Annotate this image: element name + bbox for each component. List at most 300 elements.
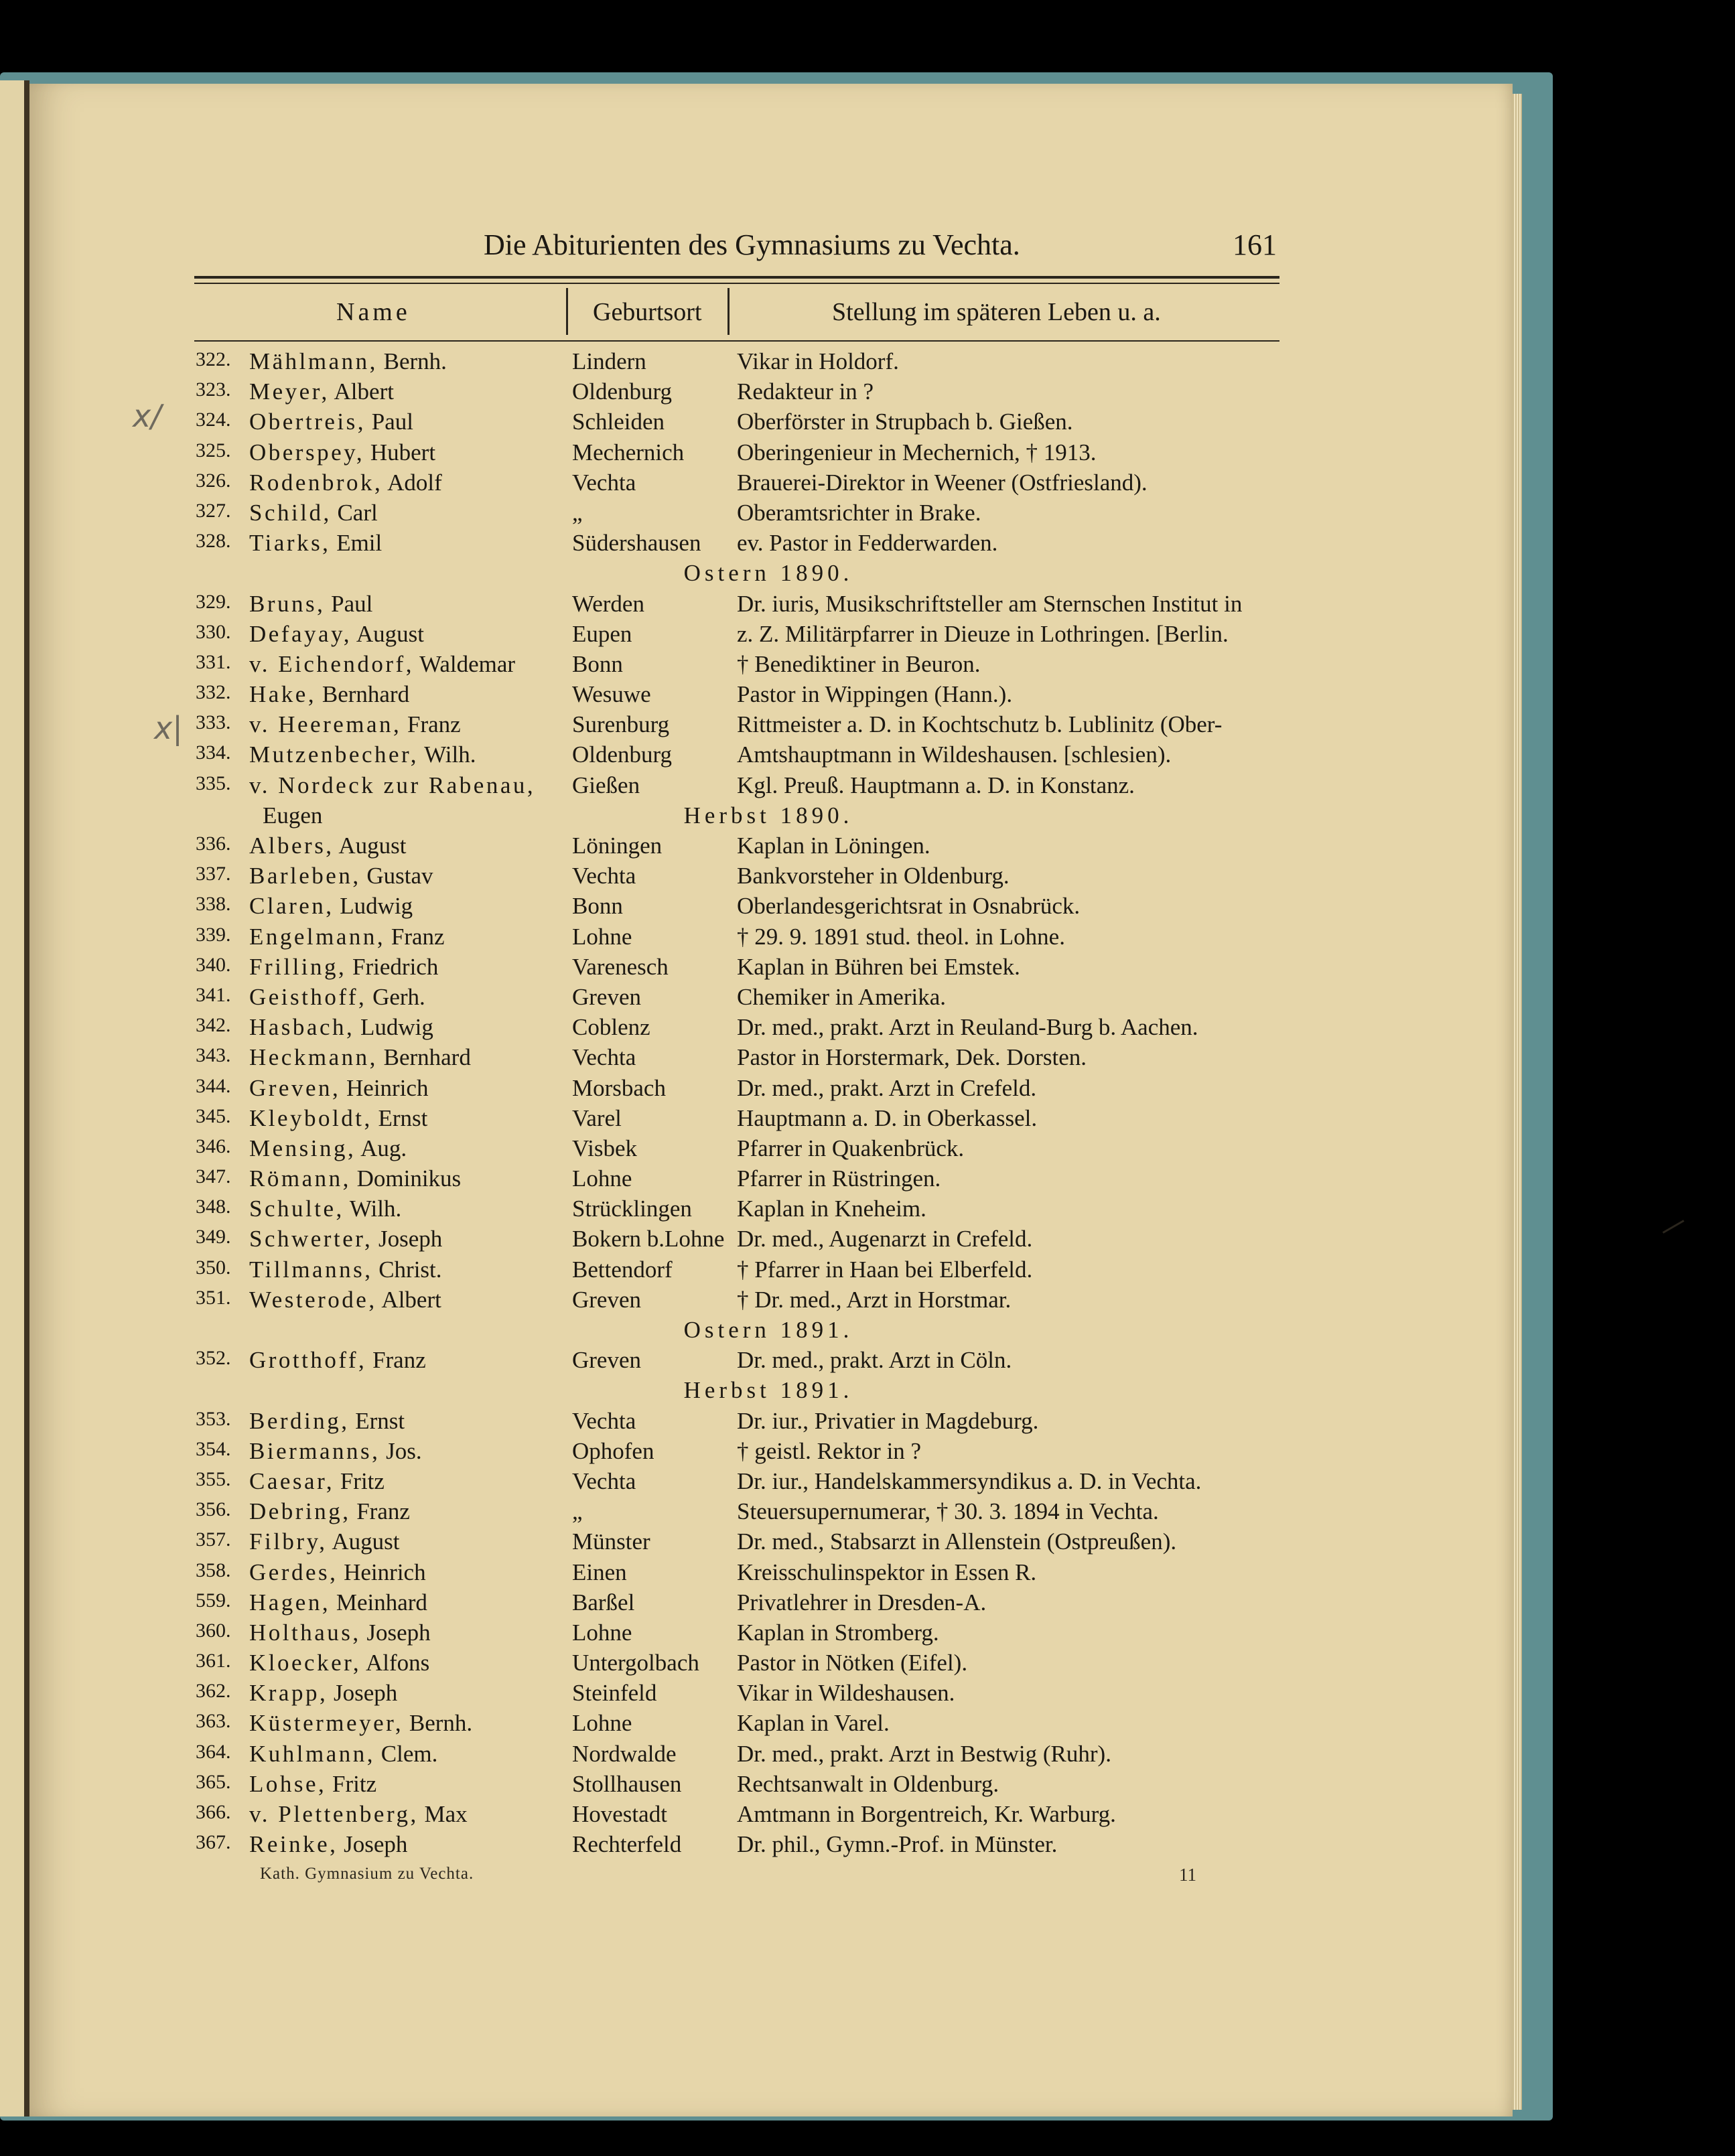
surname: Debring, [249, 1498, 351, 1525]
section-heading [196, 1317, 1288, 1347]
entry-number: 344. [196, 1074, 231, 1097]
career: Chemiker in Amerika. [737, 983, 947, 1010]
career: † 29. 9. 1891 stud. theol. in Lohne. [737, 923, 1065, 950]
given-name: Heinrich [346, 1074, 429, 1101]
career: Pastor in Wippingen (Hann.). [737, 681, 1013, 708]
given-name: Fritz [340, 1467, 385, 1494]
birthplace: Vechta [572, 1407, 636, 1434]
birthplace: Lohne [572, 1165, 632, 1192]
table-row [196, 1165, 1288, 1196]
entry-number: 328. [196, 530, 231, 553]
career: Vikar in Holdorf. [737, 348, 899, 374]
entry-number: 324. [196, 409, 231, 431]
column-header-name: Name [336, 298, 411, 326]
career: Dr. iur., Privatier in Magdeburg. [737, 1407, 1039, 1434]
birthplace: Löningen [572, 833, 663, 859]
entry-number: 345. [196, 1104, 231, 1127]
birthplace: Vechta [572, 1467, 636, 1494]
column-divider-2 [727, 288, 730, 335]
entry-number: 336. [196, 833, 231, 855]
table-row [196, 924, 1288, 954]
entry-name [249, 1801, 468, 1828]
career: Pastor in Horstermark, Dek. Dorsten. [737, 1044, 1087, 1071]
entry-name [249, 1528, 400, 1555]
column-header-career: Stellung im späteren Leben u. a. [832, 298, 1161, 326]
entry-name [249, 1226, 442, 1252]
table-row [196, 409, 1288, 439]
given-name: August [338, 833, 407, 859]
entry-number: 362. [196, 1680, 231, 1703]
surname: Albers, [249, 833, 334, 859]
birthplace: Nordwalde [572, 1740, 677, 1767]
given-name: Fritz [332, 1770, 377, 1797]
name-continuation: Eugen [263, 802, 323, 829]
surname: Greven, [249, 1074, 341, 1101]
birthplace: Coblenz [572, 1014, 650, 1041]
entry-name [249, 711, 461, 738]
given-name: Albert [381, 1286, 441, 1313]
birthplace: Werden [572, 590, 644, 617]
entry-name [249, 863, 433, 889]
entry-name [249, 1196, 401, 1222]
birthplace: Hovestadt [572, 1801, 667, 1827]
section-heading [196, 1377, 1288, 1407]
career: Dr. med., prakt. Arzt in Cöln. [737, 1347, 1012, 1374]
entry-number: 361. [196, 1650, 231, 1672]
birthplace: Bonn [572, 650, 623, 677]
given-name: Bernhard [322, 681, 410, 708]
table-row [196, 470, 1288, 500]
entry-name [249, 1589, 427, 1616]
birthplace: Mechernich [572, 439, 685, 465]
table-row [196, 439, 1288, 470]
surname: Biermanns, [249, 1437, 380, 1464]
birthplace: Visbek [572, 1135, 638, 1161]
entry-name [249, 591, 372, 618]
career: Bankvorsteher in Oldenburg. [737, 863, 1010, 889]
entry-name [249, 772, 535, 799]
career: Kaplan in Varel. [737, 1710, 890, 1737]
birthplace: Bettendorf [572, 1256, 673, 1283]
surname: Schulte, [249, 1196, 344, 1222]
surname: Mutzenbecher, [249, 741, 419, 768]
career: Dr. med., Stabsarzt in Allenstein (Ostpreußen). [737, 1528, 1177, 1555]
table-row [196, 1710, 1288, 1740]
surname: Rodenbrok, [249, 469, 383, 496]
entry-name [249, 954, 438, 981]
gutter [24, 80, 29, 2116]
career: Rechtsanwalt in Oldenburg. [737, 1770, 999, 1797]
entry-number: 332. [196, 681, 231, 704]
entry-number: 326. [196, 469, 231, 492]
career: Kaplan in Stromberg. [737, 1619, 939, 1646]
section-heading [196, 560, 1288, 590]
birthplace: Lindern [572, 348, 646, 374]
career: † geistl. Rektor in ? [737, 1437, 922, 1464]
entry-name [249, 500, 378, 526]
entry-number: 358. [196, 1559, 231, 1581]
birthplace: „ [572, 1498, 583, 1525]
entry-name [249, 1135, 407, 1162]
surname: Oberspey, [249, 439, 365, 465]
career: † Pfarrer in Haan bei Elberfeld. [737, 1256, 1033, 1283]
surname: Hagen, [249, 1589, 331, 1615]
career: Pfarrer in Rüstringen. [737, 1165, 941, 1192]
table-row [196, 1044, 1288, 1074]
surname: Frilling, [249, 953, 347, 980]
entry-name [249, 409, 413, 435]
entry-number: 347. [196, 1165, 231, 1188]
entry-number: 340. [196, 953, 231, 976]
given-name: Bernh. [383, 348, 447, 374]
birthplace: Steinfeld [572, 1680, 657, 1707]
given-name: Christ. [378, 1256, 442, 1283]
table-row [196, 1680, 1288, 1710]
birthplace: Südershausen [572, 530, 701, 557]
entry-number: 338. [196, 893, 231, 916]
entry-number: 350. [196, 1256, 231, 1279]
surname: Kleyboldt, [249, 1104, 372, 1131]
entry-name [249, 1559, 426, 1586]
table-row [196, 1256, 1288, 1287]
birthplace: Ophofen [572, 1437, 654, 1464]
given-name: Gerh. [372, 983, 425, 1010]
entry-name [249, 1771, 376, 1798]
entry-number: 334. [196, 741, 231, 764]
career: Pastor in Nötken (Eifel). [737, 1650, 968, 1676]
entry-number: 351. [196, 1286, 231, 1309]
section-title: Ostern 1891. [683, 1317, 853, 1343]
entry-name [249, 621, 424, 648]
surname: v. Eichendorf, [249, 650, 414, 677]
surname: Engelmann, [249, 923, 386, 950]
entry-name [249, 924, 445, 950]
table-row [196, 1771, 1288, 1801]
entry-number: 352. [196, 1347, 231, 1370]
given-name: Ernst [378, 1104, 428, 1131]
surname: Hasbach, [249, 1014, 355, 1041]
table-row [196, 1287, 1288, 1317]
entry-number: 355. [196, 1467, 231, 1490]
entry-name [249, 1831, 407, 1858]
table-row [196, 1559, 1288, 1589]
surname: Kuhlmann, [249, 1740, 376, 1767]
surname: Westerode, [249, 1286, 377, 1313]
entry-name [249, 1408, 405, 1435]
given-name: Ernst [355, 1407, 405, 1434]
table-row [196, 1801, 1288, 1831]
surname: Berding, [249, 1407, 350, 1434]
birthplace: Schleiden [572, 409, 665, 435]
entry-number: 356. [196, 1498, 231, 1521]
entry-name [249, 681, 409, 708]
entry-number: 367. [196, 1831, 231, 1854]
entry-name [249, 1014, 433, 1041]
birthplace: Stollhausen [572, 1770, 682, 1797]
table-row [196, 530, 1288, 560]
entry-name [249, 1105, 427, 1132]
surname: Krapp, [249, 1680, 328, 1707]
table-row [196, 1741, 1288, 1771]
margin-mark-324: x/ [133, 398, 161, 434]
surname: Schild, [249, 499, 332, 526]
entry-number: 364. [196, 1740, 231, 1763]
entry-name [249, 1347, 426, 1374]
entry-number: 365. [196, 1770, 231, 1793]
entry-number: 331. [196, 650, 231, 673]
entry-name [249, 1468, 385, 1495]
entry-name [249, 833, 407, 859]
column-divider-1 [566, 288, 568, 335]
entry-name [249, 530, 382, 557]
given-name: Jos. [386, 1437, 422, 1464]
career: Dr. iuris, Musikschriftsteller am Sternschen Institut in [737, 590, 1243, 617]
entry-name [249, 470, 442, 496]
table-row [196, 1135, 1288, 1165]
career: † Dr. med., Arzt in Horstmar. [737, 1286, 1012, 1313]
given-name: Max [424, 1801, 468, 1827]
career: Oberförster in Strupbach b. Gießen. [737, 409, 1073, 435]
given-name: Bernhard [383, 1044, 471, 1071]
entry-name [249, 893, 413, 920]
table-row [196, 348, 1288, 378]
surname: Tiarks, [249, 530, 331, 557]
section-title: Herbst 1891. [683, 1377, 853, 1404]
career: Kgl. Preuß. Hauptmann a. D. in Konstanz. [737, 772, 1135, 798]
given-name: Ludwig [340, 893, 413, 920]
given-name: Hubert [370, 439, 436, 465]
career: Dr. med., prakt. Arzt in Bestwig (Ruhr). [737, 1740, 1111, 1767]
continuation-row [196, 802, 1288, 833]
entry-name [249, 1710, 472, 1737]
entry-name [249, 1165, 461, 1192]
entry-number: 353. [196, 1407, 231, 1430]
given-name: Gustav [366, 863, 433, 889]
entry-name [249, 1498, 410, 1525]
entry-name [249, 1741, 437, 1768]
given-name: Joseph [333, 1680, 398, 1707]
entry-number: 327. [196, 499, 231, 522]
career: Oberlandesgerichtsrat in Osnabrück. [737, 893, 1081, 920]
table-row [196, 1468, 1288, 1498]
table-row [196, 1589, 1288, 1620]
surname: Geisthoff, [249, 983, 367, 1010]
surname: Meyer, [249, 378, 330, 405]
table-row [196, 1528, 1288, 1559]
page-edges [1513, 94, 1522, 2110]
given-name: Bernh. [409, 1710, 473, 1737]
entry-name [249, 984, 425, 1011]
entry-number: 360. [196, 1619, 231, 1642]
pencil-stroke [1663, 1220, 1685, 1234]
surname: Tillmanns, [249, 1256, 373, 1283]
table-row [196, 1196, 1288, 1226]
entry-number: 322. [196, 348, 231, 370]
career: Privatlehrer in Dresden-A. [737, 1589, 987, 1615]
career: Dr. med., prakt. Arzt in Reuland-Burg b. Aachen. [737, 1014, 1198, 1041]
birthplace: Varenesch [572, 953, 669, 980]
table-row [196, 893, 1288, 923]
table-row [196, 1347, 1288, 1377]
entry-number: 333. [196, 711, 231, 734]
given-name: Joseph [366, 1619, 431, 1646]
facing-page-edge [0, 80, 24, 2116]
career: Kreisschulinspektor in Essen R. [737, 1559, 1037, 1585]
register-table [196, 348, 1288, 1861]
table-row [196, 1226, 1288, 1256]
entry-name [249, 378, 394, 405]
career: Dr. iur., Handelskammersyndikus a. D. in Vechta. [737, 1467, 1202, 1494]
given-name: Friedrich [352, 953, 439, 980]
entry-name [249, 1256, 442, 1283]
given-name: Clem. [380, 1740, 438, 1767]
birthplace: Lohne [572, 1619, 632, 1646]
margin-mark-333: x| [154, 710, 183, 746]
surname: Caesar, [249, 1467, 335, 1494]
entry-number: 357. [196, 1528, 231, 1551]
given-name: Joseph [378, 1226, 443, 1252]
birthplace: Eupen [572, 620, 632, 647]
surname: v. Plettenberg, [249, 1801, 419, 1827]
birthplace: Vechta [572, 469, 636, 496]
entry-number: 349. [196, 1226, 231, 1248]
surname: Heckmann, [249, 1044, 378, 1071]
career: Redakteur in ? [737, 378, 874, 405]
given-name: Franz [407, 711, 461, 738]
career: Kaplan in Löningen. [737, 833, 930, 859]
top-rule-thick [194, 276, 1279, 279]
birthplace: Strücklingen [572, 1196, 692, 1222]
given-name: Franz [391, 923, 445, 950]
given-name: Albert [334, 378, 394, 405]
career: Brauerei-Direktor in Weener (Ostfriesland). [737, 469, 1148, 496]
table-row [196, 591, 1288, 621]
table-row [196, 1831, 1288, 1861]
birthplace: Münster [572, 1528, 650, 1555]
table-row [196, 1650, 1288, 1680]
career: Dr. phil., Gymn.-Prof. in Münster. [737, 1831, 1058, 1858]
surname: Bruns, [249, 590, 326, 617]
entry-number: 363. [196, 1710, 231, 1733]
given-name: Franz [372, 1347, 426, 1374]
table-row [196, 621, 1288, 651]
given-name: Heinrich [344, 1559, 426, 1585]
surname: Kloecker, [249, 1650, 362, 1676]
surname: Schwerter, [249, 1226, 373, 1252]
surname: Gerdes, [249, 1559, 338, 1585]
given-name: Joseph [344, 1831, 408, 1858]
given-name: Dominikus [356, 1165, 462, 1192]
birthplace: Bokern b.Lohne [572, 1226, 725, 1252]
entry-number: 559. [196, 1589, 231, 1611]
surname: Holthaus, [249, 1619, 361, 1646]
section-title: Ostern 1890. [683, 560, 853, 587]
page-number: 161 [1233, 228, 1277, 261]
entry-name [249, 1620, 431, 1646]
career: Oberamtsrichter in Brake. [737, 499, 981, 526]
entry-name [249, 1075, 428, 1102]
given-name: Ludwig [360, 1014, 433, 1041]
entry-number: 325. [196, 439, 231, 461]
career: Amtshauptmann in Wildeshausen. [schlesien). [737, 741, 1172, 768]
table-row [196, 1498, 1288, 1528]
given-name: Carl [337, 499, 378, 526]
birthplace: Morsbach [572, 1074, 666, 1101]
entry-name [249, 1044, 471, 1071]
birthplace: Bonn [572, 893, 623, 920]
entry-name [249, 1438, 422, 1465]
surname: Barleben, [249, 863, 361, 889]
birthplace: Einen [572, 1559, 627, 1585]
given-name: Meinhard [336, 1589, 427, 1615]
career: Kaplan in Kneheim. [737, 1196, 926, 1222]
entry-number: 354. [196, 1437, 231, 1460]
entry-number: 348. [196, 1196, 231, 1218]
table-row [196, 1075, 1288, 1105]
entry-name [249, 651, 515, 678]
surname: Hake, [249, 681, 317, 708]
entry-number: 337. [196, 863, 231, 885]
table-row [196, 741, 1288, 772]
table-row [196, 863, 1288, 893]
given-name: Franz [356, 1498, 410, 1525]
entry-number: 346. [196, 1135, 231, 1157]
surname: Mählmann, [249, 348, 378, 374]
birthplace: Barßel [572, 1589, 635, 1615]
column-header-birthplace: Geburtsort [593, 298, 702, 326]
surname: Defayay, [249, 620, 352, 647]
birthplace: Wesuwe [572, 681, 651, 708]
career: Hauptmann a. D. in Oberkassel. [737, 1104, 1038, 1131]
running-head: Die Abiturienten des Gymnasiums zu Vechta. [484, 228, 1020, 261]
entry-name [249, 1650, 429, 1676]
table-row [196, 378, 1288, 409]
entry-number: 341. [196, 983, 231, 1006]
entry-number: 329. [196, 590, 231, 613]
table-row [196, 954, 1288, 984]
career: Dr. med., Augenarzt in Crefeld. [737, 1226, 1033, 1252]
given-name: Wilh. [424, 741, 476, 768]
birthplace: Greven [572, 1286, 642, 1313]
surname: Obertreis, [249, 409, 366, 435]
top-rule-thin [194, 283, 1279, 284]
career: Dr. med., prakt. Arzt in Crefeld. [737, 1074, 1037, 1101]
career: Steuersupernumerar, † 30. 3. 1894 in Vechta. [737, 1498, 1159, 1525]
entry-number: 339. [196, 923, 231, 946]
birthplace: Lohne [572, 1710, 632, 1737]
table-row [196, 1620, 1288, 1650]
table-row [196, 833, 1288, 863]
entry-name [249, 1680, 397, 1707]
birthplace: Oldenburg [572, 741, 673, 768]
birthplace: Surenburg [572, 711, 670, 738]
birthplace: Greven [572, 983, 642, 1010]
entry-name [249, 741, 476, 768]
birthplace: Rechterfeld [572, 1831, 682, 1858]
surname: v. Heereman, [249, 711, 402, 738]
entry-number: 323. [196, 378, 231, 401]
given-name: Paul [331, 590, 373, 617]
entry-number: 366. [196, 1801, 231, 1823]
career: Amtmann in Borgentreich, Kr. Warburg. [737, 1801, 1116, 1827]
birthplace: Gießen [572, 772, 640, 798]
table-row [196, 1014, 1288, 1044]
career: Kaplan in Bühren bei Emstek. [737, 953, 1020, 980]
table-row [196, 772, 1288, 802]
table-row [196, 984, 1288, 1014]
surname: Claren, [249, 893, 334, 920]
surname: Reinke, [249, 1831, 338, 1858]
